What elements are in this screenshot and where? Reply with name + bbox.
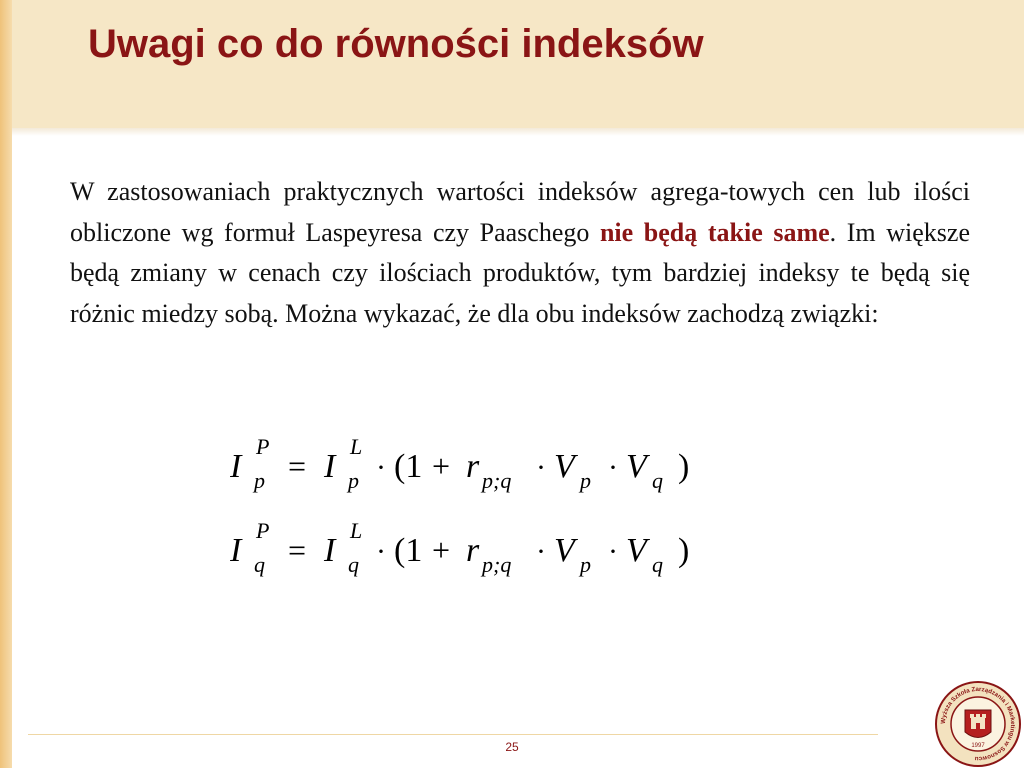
formula-1-rhs-index: I (324, 448, 336, 485)
formula-1-dot-2: · (536, 451, 546, 484)
formula-block (230, 432, 730, 592)
formula-1-v2-subscript: q (652, 468, 663, 493)
formula-1-equals: = (288, 448, 307, 484)
footer-divider (28, 734, 878, 735)
formula-2-v2-subscript: q (652, 552, 663, 577)
page-number: 25 (505, 740, 519, 754)
formula-2-rhs-index: I (324, 532, 336, 569)
logo-year: 1997 (971, 743, 985, 749)
formula-2 (230, 516, 730, 586)
formula-2-open-paren: (1 (394, 532, 423, 569)
formula-1-close-paren: ) (678, 448, 690, 485)
paragraph-text-end: . Im większe będą zmiany w cenach czy ilościach produktów, tym bardziej indeksy te będą się różnic miedzy sobą. Można wykazać, że dla obu indeksów zachodzą związki: (70, 217, 970, 328)
formula-1-plus: + (432, 448, 451, 484)
formula-2-dot-2: · (536, 535, 546, 568)
body-paragraph (70, 172, 970, 334)
formula-1-lhs-subscript: p (254, 468, 265, 493)
paragraph-text-start: W zastosowaniach praktycznych wartości indeksów agrega-towych cen lub ilości obliczone wg formuł Laspeyresa czy Paaschego (70, 177, 970, 247)
formula-2-lhs-superscript: P (256, 518, 270, 543)
formula-2-v1: V (554, 532, 575, 569)
formula-2-equals: = (288, 532, 307, 568)
formula-1-v1-subscript: p (580, 468, 591, 493)
formula-1-r-subscript: p;q (482, 468, 512, 493)
formula-2-dot-3: · (608, 535, 618, 568)
slide-title: Uwagi co do równości indeksów (88, 22, 704, 66)
logo-ring-text: Wyższa Szkoła Zarządzania i Marketingu w Sosnowcu (939, 685, 1017, 763)
formula-2-rhs-superscript: L (350, 518, 363, 543)
formula-2-rhs-subscript: q (348, 552, 359, 577)
formula-1-dot-1: · (376, 451, 386, 484)
castle-shield-icon (965, 710, 991, 738)
formula-1-dot-3: · (608, 451, 618, 484)
paragraph-emphasis: nie będą takie same (599, 217, 830, 247)
formula-2-v2: V (626, 532, 647, 569)
formula-1-lhs-superscript: P (256, 434, 270, 459)
formula-2-r: r (466, 532, 480, 569)
formula-2-lhs-subscript: q (254, 552, 265, 577)
formula-1-rhs-superscript: L (350, 434, 363, 459)
formula-1-open-paren: (1 (394, 448, 423, 485)
formula-2-close-paren: ) (678, 532, 690, 569)
formula-1-r: r (466, 448, 480, 485)
formula-1-lhs-index: I (230, 448, 242, 485)
university-seal-logo (934, 680, 1022, 768)
formula-2-lhs-index: I (230, 532, 242, 569)
formula-2-plus: + (432, 532, 451, 568)
formula-1-v1: V (554, 448, 575, 485)
formula-2-dot-1: · (376, 535, 386, 568)
formula-1-v2: V (626, 448, 647, 485)
left-decorative-stripe (0, 0, 12, 768)
formula-2-r-subscript: p;q (482, 552, 512, 577)
formula-1 (230, 432, 730, 502)
header-shadow (12, 128, 1024, 136)
formula-2-v1-subscript: p (580, 552, 591, 577)
formula-1-rhs-subscript: p (348, 468, 359, 493)
